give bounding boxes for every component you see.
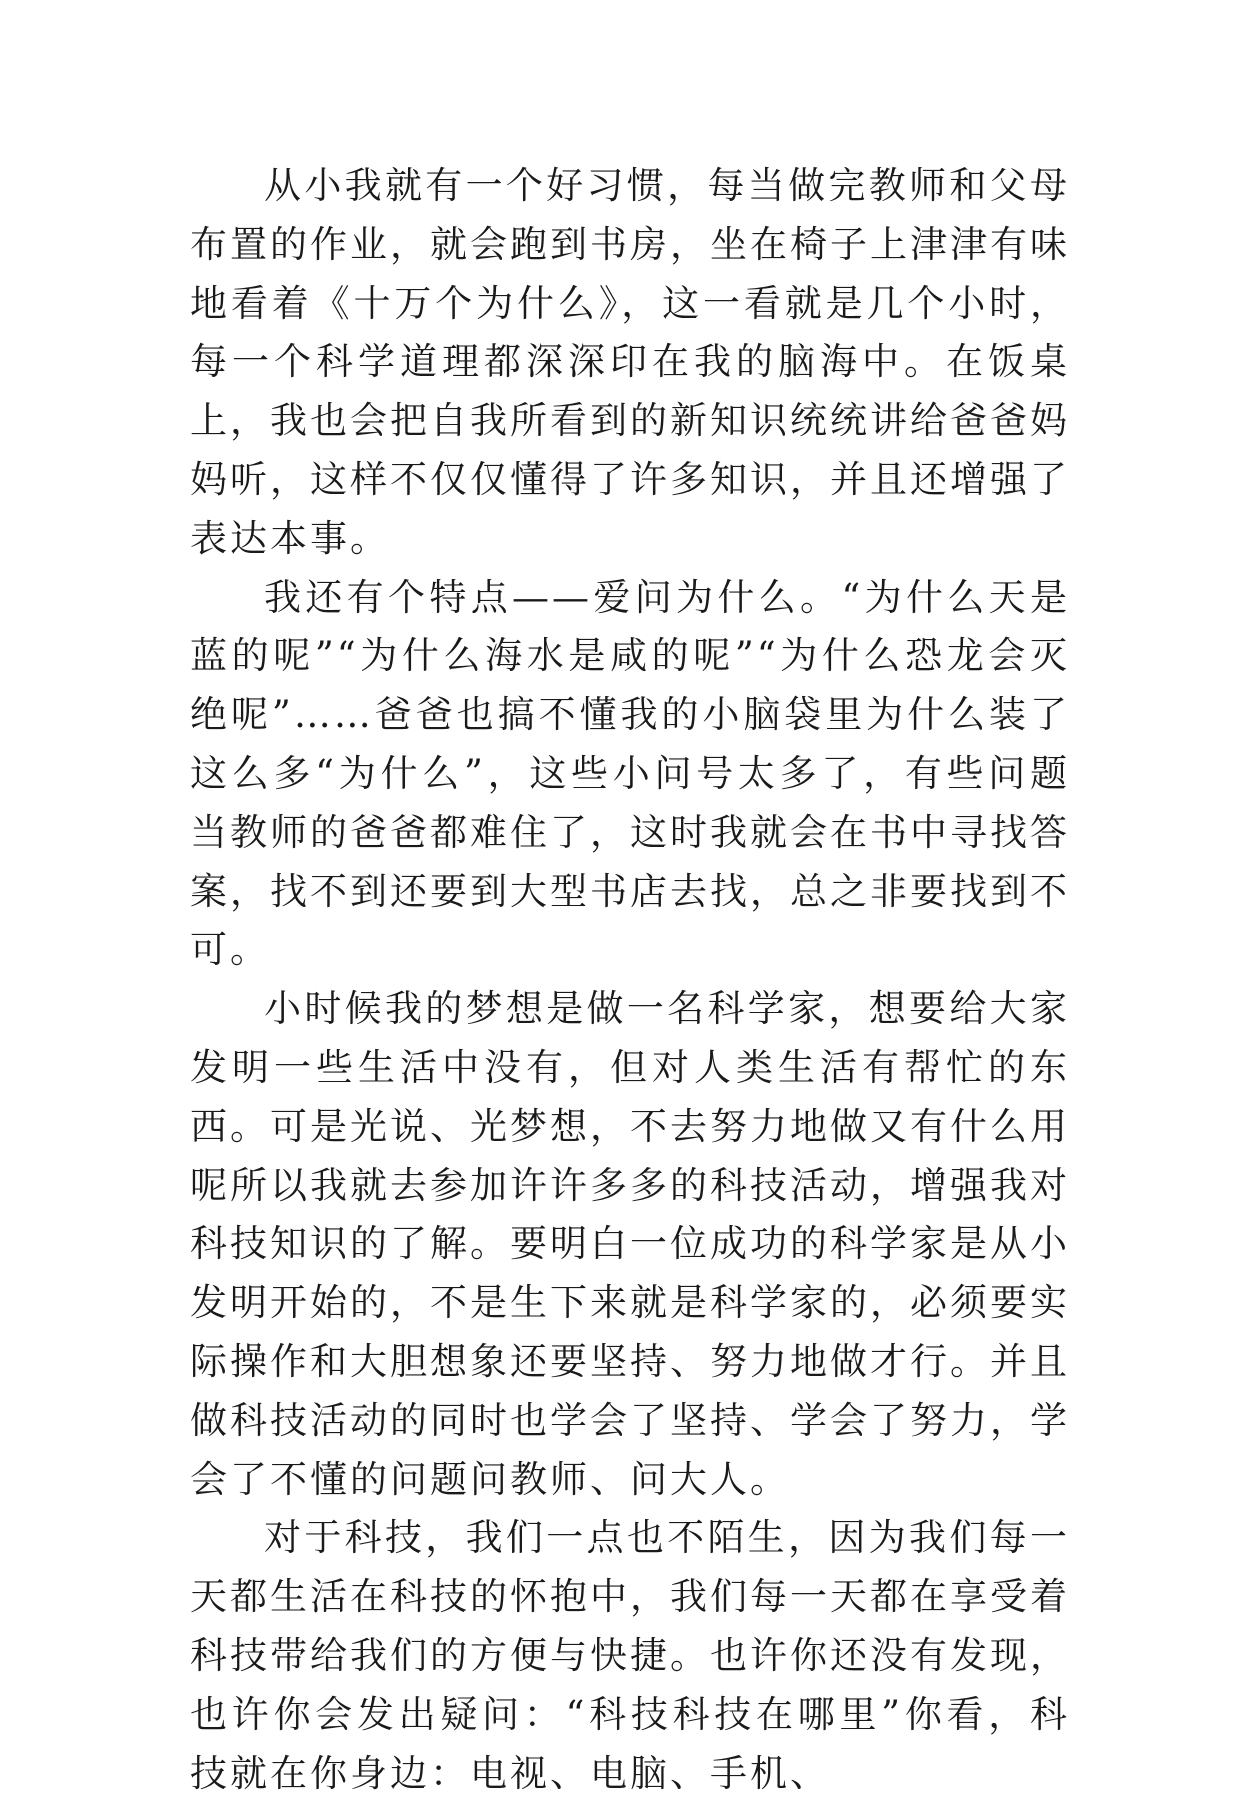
paragraph-4: 对于科技，我们一点也不陌生，因为我们每一天都生活在科技的怀抱中，我们每一天都在享受着科技带给我们的方便与快捷。也许你还没有发现，也许你会发出疑问：“科技科技在哪里”你看，科技就在你身边：电视、电脑、手机、: [190, 1516, 1070, 1795]
paragraph-3: 小时候我的梦想是做一名科学家，想要给大家发明一些生活中没有，但对人类生活有帮忙的东西。可是光说、光梦想，不去努力地做又有什么用呢所以我就去参加许许多多的科技活动，增强我对科技知识的了解。要明白一位成功的科学家是从小发明开始的，不是生下来就是科学家的，必须要实际操作和大胆想象还要坚持、努力地做才行。并且做科技活动的同时也学会了坚持、学会了努力，学会了不懂的问题问教师、问大人。: [190, 987, 1070, 1501]
paragraph-2: 我还有个特点——爱问为什么。“为什么天是蓝的呢”“为什么海水是咸的呢”“为什么恐龙会灭绝呢”……爸爸也搞不懂我的小脑袋里为什么装了这么多“为什么”，这些小问号太多了，有些问题当教师的爸爸都难住了，这时我就会在书中寻找答案，找不到还要到大型书店去找，总之非要找到不可。: [190, 575, 1070, 972]
document-body: [190, 157, 1070, 1803]
paragraph-1: 从小我就有一个好习惯，每当做完教师和父母布置的作业，就会跑到书房，坐在椅子上津津有味地看着《十万个为什么》，这一看就是几个小时，每一个科学道理都深深印在我的脑海中。在饭桌上，我也会把自我所看到的新知识统统讲给爸爸妈妈听，这样不仅仅懂得了许多知识，并且还增强了表达本事。: [190, 164, 1070, 560]
